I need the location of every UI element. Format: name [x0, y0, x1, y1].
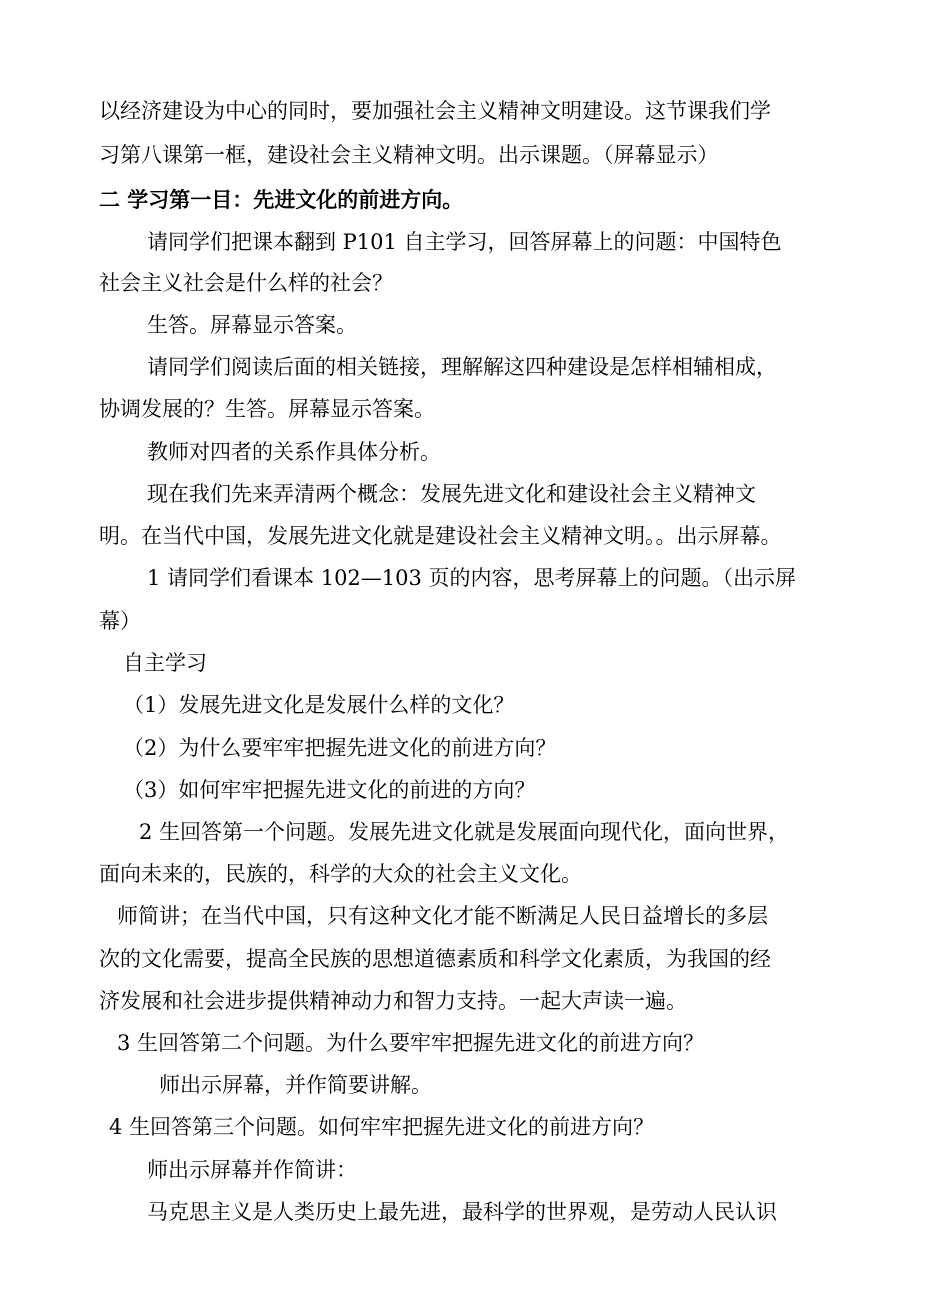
text-line: 明。在当代中国，发展先进文化就是建设社会主义精神文明。。出示屏幕。 [99, 524, 782, 548]
text-line: 师简讲；在当代中国，只有这种文化才能不断满足人民日益增长的多层 [117, 904, 768, 928]
text-line: 请同学们阅读后面的相关链接，理解解这四种建设是怎样相辅相成， [147, 355, 777, 379]
question-item: （1）发展先进文化是发展什么样的文化？ [123, 693, 515, 717]
question-item: （2）为什么要牢牢把握先进文化的前进方向？ [123, 736, 557, 760]
text-line: 4 生回答第三个问题。如何牢牢把握先进文化的前进方向？ [109, 1115, 655, 1139]
text-line: 次的文化需要，提高全民族的思想道德素质和科学文化素质，为我国的经 [99, 947, 771, 971]
text-line: 协调发展的？生答。屏幕显示答案。 [99, 397, 435, 421]
text-line: 以经济建设为中心的同时，要加强社会主义精神文明建设。这节课我们学 [99, 99, 771, 123]
question-item: （3）如何牢牢把握先进文化的前进的方向？ [123, 778, 536, 802]
text-line: 请同学们把课本翻到 P101 自主学习，回答屏幕上的问题：中国特色 [147, 230, 782, 254]
text-line: 教师对四者的关系作具体分析。 [147, 440, 441, 464]
text-line: 师出示屏幕并作简讲： [147, 1158, 357, 1182]
text-line: 师出示屏幕，并作简要讲解。 [159, 1073, 432, 1097]
text-line: 习第八课第一框，建设社会主义精神文明。出示课题。（屏幕显示） [99, 143, 719, 167]
text-line: 面向未来的，民族的，科学的大众的社会主义文化。 [99, 862, 582, 886]
text-line: 社会主义社会是什么样的社会？ [99, 271, 393, 295]
text-line: 济发展和社会进步提供精神动力和智力支持。一起大声读一遍。 [99, 989, 687, 1013]
text-line: 马克思主义是人类历史上最先进，最科学的世界观，是劳动人民认识 [147, 1200, 777, 1224]
text-line: 3 生回答第二个问题。为什么要牢牢把握先进文化的前进方向？ [117, 1031, 705, 1055]
text-line: 2 生回答第一个问题。发展先进文化就是发展面向现代化，面向世界， [139, 820, 790, 844]
subheading: 自主学习 [123, 651, 207, 675]
text-line: 现在我们先来弄清两个概念：发展先进文化和建设社会主义精神文 [147, 482, 756, 506]
text-line: 1 请同学们看课本 102—103 页的内容，思考屏幕上的问题。（出示屏 [147, 566, 797, 590]
section-heading: 二 学习第一目：先进文化的前进方向。 [99, 187, 464, 212]
text-line: 生答。屏幕显示答案。 [147, 313, 357, 337]
text-line: 幕） [99, 609, 141, 633]
